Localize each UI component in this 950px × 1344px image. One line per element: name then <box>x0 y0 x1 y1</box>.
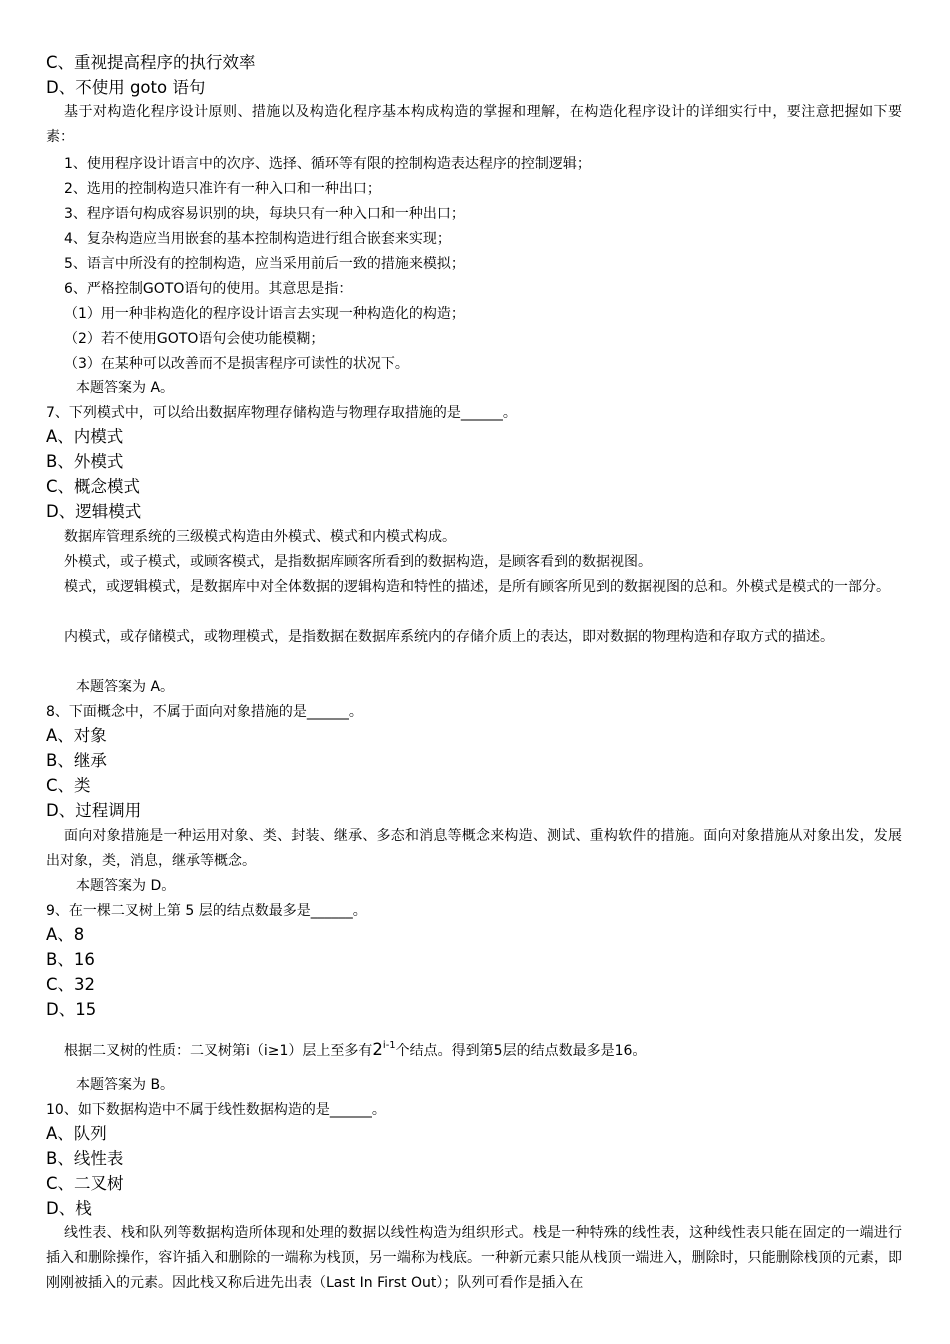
explanation-paragraph <box>64 1040 646 1061</box>
explanation-text: 个结点。得到第5层的结点数最多是16。 <box>395 1043 647 1059</box>
explanation-paragraph: 模式，或逻辑模式，是数据库中对全体数据的逻辑构造和特性的描述，是所有顾客所见到的数据视图的总和。外模式是模式的一部分。 <box>64 579 890 595</box>
power-exponent: i-1 <box>382 1040 396 1051</box>
explanation-paragraph: 面向对象措施是一种运用对象、类、封装、继承、多态和消息等概念来构造、测试、重构软件的措施。面向对象措施从对象出发，发展出对象，类，消息，继承等概念。 <box>46 828 902 869</box>
explanation-point: 3、程序语句构成容易识别的块，每块只有一种入口和一种出口； <box>64 206 465 222</box>
answer-line: 本题答案为 D。 <box>76 878 176 894</box>
explanation-point: 1、使用程序设计语言中的次序、选择、循环等有限的控制构造表达程序的控制逻辑； <box>64 156 591 172</box>
option-d: D、逻辑模式 <box>46 502 142 521</box>
answer-line: 本题答案为 A。 <box>76 679 175 695</box>
option-a: A、8 <box>46 925 85 944</box>
explanation-point: 6、严格控制GOTO语句的使用。其意思是指： <box>64 281 353 297</box>
option-a: A、内模式 <box>46 427 124 446</box>
explanation-paragraph: 内模式，或存储模式，或物理模式，是指数据在数据库系统内的存储介质上的表达，即对数据的物理构造和存取方式的描述。 <box>64 629 834 645</box>
answer-line: 本题答案为 B。 <box>76 1077 175 1093</box>
explanation-paragraph: 外模式，或子模式，或顾客模式，是指数据库顾客所看到的数据构造，是顾客看到的数据视图。 <box>64 554 652 570</box>
option-c: C、概念模式 <box>46 477 141 496</box>
option-b: B、外模式 <box>46 452 124 471</box>
answer-line: 本题答案为 A。 <box>76 380 175 396</box>
question-9: 9、在一棵二叉树上第 5 层的结点数最多是______。 <box>46 903 367 919</box>
explanation-text: 根据二叉树的性质：二叉树第i（i≥1）层上至多有 <box>64 1043 373 1059</box>
option-a: A、队列 <box>46 1124 107 1143</box>
explanation-subpoint: （2）若不使用GOTO语句会使功能模糊； <box>64 331 325 347</box>
option-b: B、线性表 <box>46 1149 124 1168</box>
option-d: D、15 <box>46 1000 97 1019</box>
option-c: C、32 <box>46 975 96 994</box>
option-a: A、对象 <box>46 726 107 745</box>
option-b: B、16 <box>46 950 95 969</box>
explanation-point: 2、选用的控制构造只准许有一种入口和一种出口； <box>64 181 381 197</box>
explanation-paragraph: 线性表、栈和队列等数据构造所体现和处理的数据以线性构造为组织形式。栈是一种特殊的线性表，这种线性表只能在固定的一端进行插入和删除操作，容许插入和删除的一端称为栈顶，另一端称为栈底。一种新元素只能从栈顶一端进入，删除时，只能删除栈顶的元素，即刚刚被插入的元素。因此栈又称后进先出表（Last In First Out）；队列可看作是插入在 <box>46 1225 902 1291</box>
question-7: 7、下列模式中，可以给出数据库物理存储构造与物理存取措施的是______。 <box>46 405 517 421</box>
option-d: D、过程调用 <box>46 801 142 820</box>
explanation-paragraph: 数据库管理系统的三级模式构造由外模式、模式和内模式构成。 <box>64 529 456 545</box>
question-8: 8、下面概念中，不属于面向对象措施的是______。 <box>46 704 363 720</box>
explanation-point: 5、语言中所没有的控制构造，应当采用前后一致的措施来模拟； <box>64 256 465 272</box>
question-10: 10、如下数据构造中不属于线性数据构造的是______。 <box>46 1102 386 1118</box>
option-c: C、类 <box>46 776 91 795</box>
option-c: C、重视提高程序的执行效率 <box>46 53 256 72</box>
explanation-subpoint: （1）用一种非构造化的程序设计语言去实现一种构造化的构造； <box>64 306 465 322</box>
power-base: 2 <box>372 1040 383 1059</box>
explanation-subpoint: （3）在某种可以改善而不是损害程序可读性的状况下。 <box>64 356 409 372</box>
option-c: C、二叉树 <box>46 1174 124 1193</box>
explanation-paragraph: 基于对构造化程序设计原则、措施以及构造化程序基本构成构造的掌握和理解，在构造化程序设计的详细实行中，要注意把握如下要素： <box>46 104 902 145</box>
explanation-point: 4、复杂构造应当用嵌套的基本控制构造进行组合嵌套来实现； <box>64 231 451 247</box>
option-d: D、栈 <box>46 1199 92 1218</box>
option-b: B、继承 <box>46 751 107 770</box>
option-d: D、不使用 goto 语句 <box>46 78 206 97</box>
